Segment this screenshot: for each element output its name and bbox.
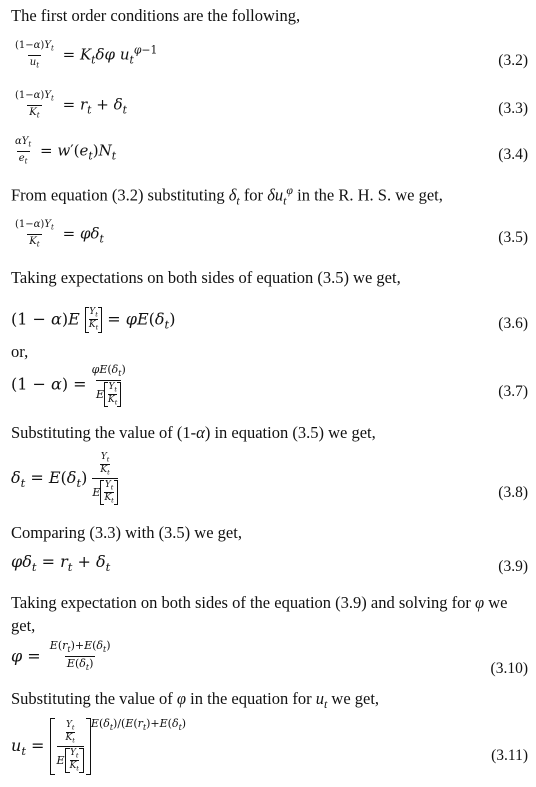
equation-number: (3.7)	[498, 383, 528, 400]
equation-number: (3.3)	[498, 100, 528, 117]
equation-number: (3.5)	[498, 229, 528, 246]
equation-3-6	[11, 305, 528, 341]
equation-3-10	[11, 638, 528, 684]
equation-3-7-formula: (1 − α) = $\varphi E(\delta_t)$ E $Y_t$ $K_t$	[11, 363, 126, 407]
equation-3-2-formula: $\frac{(1-\alpha)Y_t}{u_t}$ = $K_t\delta\varphi$ $u_t^{\varphi-1}$	[15, 40, 158, 70]
equation-3-8	[11, 450, 528, 514]
paragraph-substitute-phi: Substituting the value of φ in the equation for $u_t$ we get,	[11, 689, 380, 712]
paragraph-solving-cont: get,	[11, 616, 36, 635]
equation-3-5	[11, 217, 528, 253]
equation-3-10-formula: φ = $\frac{E(r_t)+E(\delta_t)}{E(\delta_t)}$	[11, 639, 111, 672]
equation-3-9-formula: $\varphi\delta_t = r_t + \delta_t$	[11, 552, 111, 575]
equation-3-8-formula: $\delta_t = E(\delta_t)$ $\frac{Y_t}{K_t}$ E $Y_t$ $K_t$	[11, 452, 118, 505]
equation-3-2	[11, 38, 528, 78]
equation-number: (3.6)	[498, 315, 528, 332]
or-text: or,	[11, 342, 29, 361]
equation-3-3-formula: $\frac{(1-\alpha)Y_t}{K_t}$ = $r_t + \delta_t$	[15, 90, 127, 120]
paragraph-substitution: From equation (3.2) substituting $\delta_t$ for $\delta u_t^\varphi$ in the R. H. S. we get,	[11, 183, 443, 208]
equation-3-6-formula: (1 − α)E $Y_t$ $K_t$ = $\varphi E(\delta_t)$	[11, 307, 176, 332]
equation-3-7	[11, 363, 528, 415]
paragraph-comparing: Comparing (3.3) with (3.5) we get,	[11, 523, 242, 542]
equation-3-3	[11, 88, 528, 124]
equation-number: (3.10)	[490, 660, 528, 677]
intro-text: The first order conditions are the following,	[11, 6, 301, 25]
equation-3-4-formula: $\frac{\alpha Y_t}{e_t}$ = $w'(e_t)N_t$	[15, 136, 117, 166]
equation-3-11	[11, 717, 528, 783]
paragraph-expectations: Taking expectations on both sides of equation (3.5) we get,	[11, 268, 401, 287]
equation-number: (3.4)	[498, 146, 528, 163]
paragraph-solving: Taking expectation on both sides of the equation (3.9) and solving for φ we	[11, 593, 508, 612]
equation-number: (3.8)	[498, 484, 528, 501]
equation-number: (3.2)	[498, 52, 528, 69]
equation-3-5-formula: $\frac{(1-\alpha)Y_t}{K_t}$ = $\varphi\delta_t$	[15, 219, 104, 249]
equation-3-9	[11, 552, 528, 580]
equation-3-11-formula: $u_t$ = $\frac{Y_t}{K_t}$ E $Y_t$ $K_t$ $^{E(\delta_t)/(E(r_t)+E(\delta_t)}$	[11, 717, 186, 775]
equation-number: (3.9)	[498, 558, 528, 575]
equation-3-4	[11, 134, 528, 172]
paragraph-substitute-alpha: Substituting the value of (1-α) in equation (3.5) we get,	[11, 423, 376, 442]
equation-number: (3.11)	[491, 747, 528, 764]
